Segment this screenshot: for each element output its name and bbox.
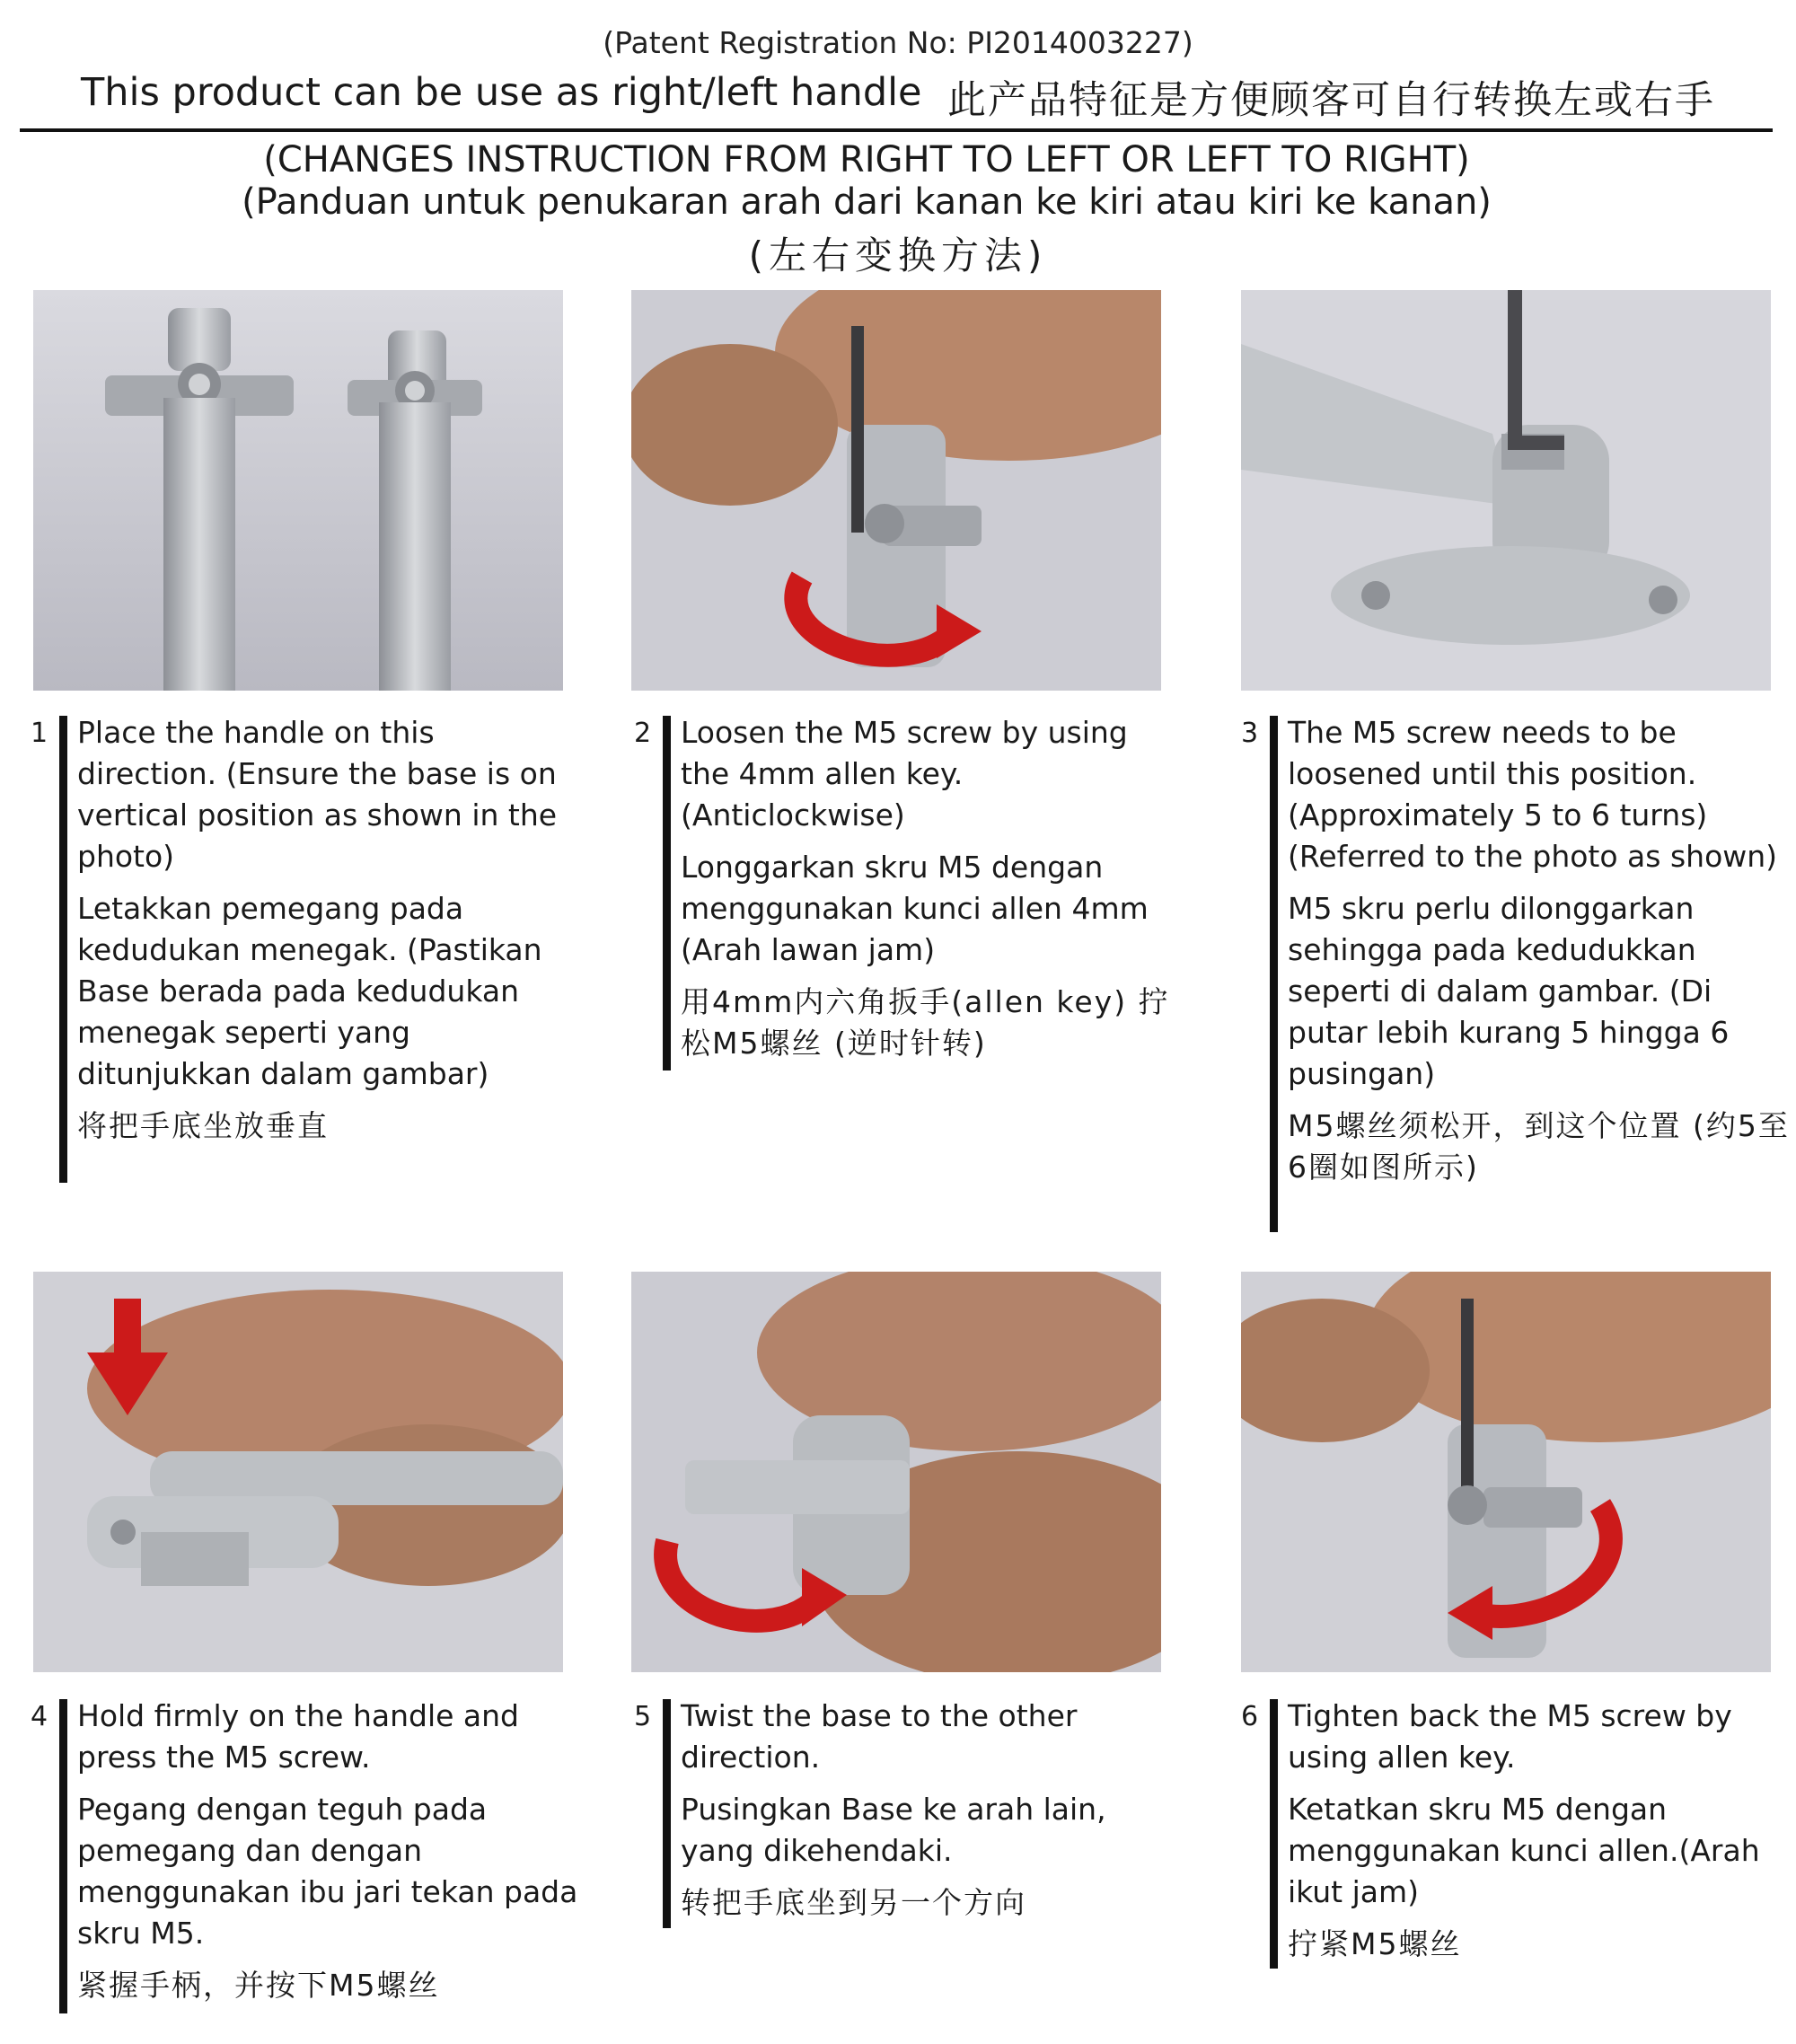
step-text-chinese: 将把手底坐放垂直 [77, 1108, 329, 1143]
step-text-malay: Longgarkan skru M5 dengan menggunakan kunci allen 4mm (Arah lawan jam) [681, 850, 1149, 967]
step-text-chinese: 用4mm内六角扳手(allen key) 拧松M5螺丝 (逆时针转) [681, 984, 1170, 1061]
step-number: 4 [31, 1701, 48, 1732]
step-text-english: Loosen the M5 screw by using the 4mm allen key. (Anticlockwise) [681, 715, 1128, 833]
headline [81, 70, 1715, 123]
step-text-chinese: 转把手底坐到另一个方向 [681, 1885, 1026, 1920]
step-number: 3 [1241, 718, 1259, 749]
instruction-title-malay: (Panduan untuk penukaran arah dari kanan ke kiri atau kiri ke kanan) [242, 181, 1492, 223]
photo-step-6 [1241, 1272, 1771, 1672]
step-bar [663, 716, 671, 1070]
instruction-title-chinese: (左右变换方法) [748, 233, 1048, 278]
step-number: 2 [634, 718, 652, 749]
instruction-title-english: (CHANGES INSTRUCTION FROM RIGHT TO LEFT OR LEFT TO RIGHT) [263, 139, 1470, 181]
photo-step-5 [631, 1272, 1161, 1672]
step-text-malay: Pegang dengan teguh pada pemegang dan dengan menggunakan ibu jari tekan pada skru M5. [77, 1792, 578, 1951]
photo-step-2 [631, 290, 1161, 691]
photo-step-1 [33, 290, 563, 691]
step-text-english: Tighten back the M5 screw by using allen key. [1288, 1698, 1732, 1775]
headline-chinese: 此产品特征是方便顾客可自行转换左或右手 [947, 78, 1715, 123]
step-text-malay: Pusingkan Base ke arah lain, yang dikehendaki. [681, 1792, 1106, 1868]
headline-english: This product can be use as right/left handle [81, 70, 922, 115]
step-bar [1270, 716, 1278, 1232]
photo-step-4 [33, 1272, 563, 1672]
step-text-english: Twist the base to the other direction. [681, 1698, 1078, 1775]
step-bar [1270, 1699, 1278, 1969]
step-text-english: Place the handle on this direction. (Ensure the base is on vertical position as shown in the photo) [77, 715, 558, 874]
step-number: 5 [634, 1701, 652, 1732]
step-text-chinese: 拧紧M5螺丝 [1288, 1926, 1462, 1961]
step-1 [31, 712, 587, 1188]
photo-step-3 [1241, 290, 1771, 691]
step-number: 1 [31, 718, 48, 749]
step-text-malay: M5 skru perlu dilonggarkan sehingga pada kedudukkan seperti di dalam gambar. (Di putar lebih kurang 5 hingga 6 pusingan) [1288, 891, 1730, 1091]
step-text-malay: Ketatkan skru M5 dengan menggunakan kunci allen.(Arah ikut jam) [1288, 1792, 1760, 1909]
step-bar [59, 1699, 67, 2013]
step-number: 6 [1241, 1701, 1259, 1732]
step-text-chinese: M5螺丝须松开，到这个位置 (约5至6圈如图所示) [1288, 1108, 1790, 1185]
step-2 [634, 712, 1191, 1071]
header-divider [20, 128, 1773, 132]
step-text-malay: Letakkan pemegang pada kedudukan menegak. (Pastikan Base berada pada kedudukan menegak seperti yang ditunjukkan dalam gambar) [77, 891, 542, 1091]
step-6 [1241, 1696, 1796, 1974]
step-3 [1241, 712, 1796, 1233]
step-text-chinese: 紧握手柄，并按下M5螺丝 [77, 1968, 440, 2003]
step-text-english: Hold firmly on the handle and press the M5 screw. [77, 1698, 520, 1775]
step-5 [634, 1696, 1191, 1929]
step-text-english: The M5 screw needs to be loosened until this position. (Approximately 5 to 6 turns) (Referred to the photo as shown) [1288, 715, 1778, 874]
step-bar [663, 1699, 671, 1928]
patent-number: (Patent Registration No: PI2014003227) [603, 25, 1193, 60]
step-4 [31, 1696, 587, 2019]
step-bar [59, 716, 67, 1183]
